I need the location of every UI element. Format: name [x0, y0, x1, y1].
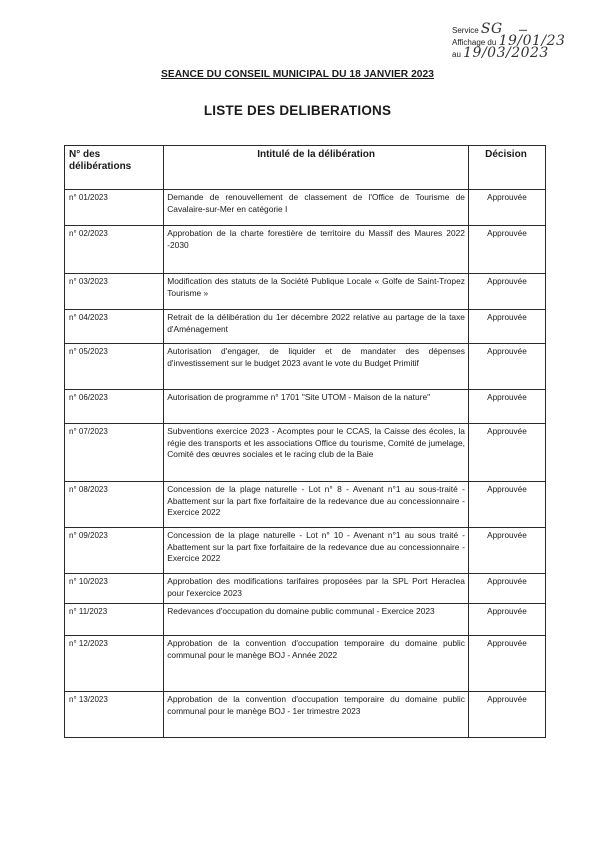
deliberation-title: Approbation de la convention d'occupation temporaire du domaine public communal pour le manège BOJ - 1er trimestre 2023	[164, 692, 469, 738]
deliberation-number: n° 08/2023	[65, 482, 164, 528]
deliberation-decision: Approuvée	[468, 424, 545, 482]
stamp-au-row	[452, 45, 590, 61]
deliberation-title: Concession de la plage naturelle - Lot n° 10 - Avenant n°1 au sous traité - Abattement sur la part fixe forfaitaire de la redevance due au concessionnaire - Exercice 2022	[164, 528, 469, 574]
table-row	[65, 424, 546, 482]
deliberation-decision: Approuvée	[468, 190, 545, 226]
deliberation-decision: Approuvée	[468, 636, 545, 692]
table-row	[65, 274, 546, 310]
display-stamp	[452, 21, 590, 61]
deliberation-decision: Approuvée	[468, 344, 545, 390]
page-subtitle: LISTE DES DELIBERATIONS	[203, 103, 392, 118]
deliberation-number: n° 11/2023	[65, 604, 164, 636]
deliberation-title: Redevances d'occupation du domaine public communal - Exercice 2023	[164, 604, 469, 636]
page-title: SEANCE DU CONSEIL MUNICIPAL DU 18 JANVIER 2023	[161, 69, 434, 80]
table-header-row	[65, 146, 546, 190]
table-row	[65, 636, 546, 692]
deliberation-number: n° 09/2023	[65, 528, 164, 574]
stamp-affichage-date: 19/01/23	[498, 33, 566, 49]
deliberation-title: Subventions exercice 2023 - Acomptes pour le CCAS, la Caisse des écoles, la régie des transports et les associations Office du tourisme, Comité de jumelage, Comité des œuvres sociales et le racing club de la Baie	[164, 424, 469, 482]
table-row	[65, 344, 546, 390]
table-row	[65, 226, 546, 274]
table-row	[65, 190, 546, 226]
stamp-au-date: 19/03/2023	[463, 45, 549, 61]
stamp-service-label: Service	[452, 26, 479, 35]
deliberation-decision: Approuvée	[468, 310, 545, 344]
deliberation-decision: Approuvée	[468, 574, 545, 604]
deliberation-title: Autorisation de programme n° 1701 "Site UTOM - Maison de la nature"	[164, 390, 469, 424]
deliberation-number: n° 06/2023	[65, 390, 164, 424]
table-row	[65, 390, 546, 424]
deliberation-decision: Approuvée	[468, 692, 545, 738]
deliberation-number: n° 12/2023	[65, 636, 164, 692]
deliberation-title: Autorisation d'engager, de liquider et de mandater des dépenses d'investissement sur le budget 2023 avant le vote du Budget Primitif	[164, 344, 469, 390]
deliberation-number: n° 07/2023	[65, 424, 164, 482]
stamp-affichage-label: Affichage du	[452, 38, 497, 47]
stamp-fine-print: ▬▬	[518, 27, 527, 32]
deliberation-title: Approbation de la charte forestière de territoire du Massif des Maures 2022 -2030	[164, 226, 469, 274]
deliberation-decision: Approuvée	[468, 482, 545, 528]
deliberation-number: n° 10/2023	[65, 574, 164, 604]
column-header-title: Intitulé de la délibération	[164, 146, 469, 190]
stamp-service-handwritten: SG	[480, 21, 503, 37]
column-header-decision: Décision	[468, 146, 545, 190]
deliberation-number: n° 04/2023	[65, 310, 164, 344]
deliberation-number: n° 02/2023	[65, 226, 164, 274]
deliberation-decision: Approuvée	[468, 604, 545, 636]
deliberation-title: Modification des statuts de la Société Publique Locale « Golfe de Saint-Tropez Tourisme »	[164, 274, 469, 310]
deliberation-title: Retrait de la délibération du 1er décembre 2022 relative au partage de la taxe d'Aménagement	[164, 310, 469, 344]
table-row	[65, 604, 546, 636]
stamp-au-label: au	[452, 50, 461, 59]
deliberation-number: n° 05/2023	[65, 344, 164, 390]
deliberation-title: Approbation de la convention d'occupation temporaire du domaine public communal pour le manège BOJ - Année 2022	[164, 636, 469, 692]
table-row	[65, 482, 546, 528]
table-row	[65, 574, 546, 604]
deliberations-table	[64, 145, 546, 738]
deliberation-number: n° 13/2023	[65, 692, 164, 738]
deliberation-title: Demande de renouvellement de classement de l'Office de Tourisme de Cavalaire-sur-Mer en catégorie I	[164, 190, 469, 226]
deliberation-number: n° 01/2023	[65, 190, 164, 226]
deliberation-decision: Approuvée	[468, 390, 545, 424]
table-row	[65, 310, 546, 344]
deliberation-title: Approbation des modifications tarifaires proposées par la SPL Port Heraclea pour l'exercice 2023	[164, 574, 469, 604]
deliberation-decision: Approuvée	[468, 274, 545, 310]
table-row	[65, 528, 546, 574]
deliberation-decision: Approuvée	[468, 528, 545, 574]
deliberation-number: n° 03/2023	[65, 274, 164, 310]
column-header-number: N° des délibérations	[65, 146, 164, 190]
deliberation-title: Concession de la plage naturelle - Lot n° 8 - Avenant n°1 au sous-traité - Abattement sur la part fixe forfaitaire de la redevance due au concessionnaire - Exercice 2022	[164, 482, 469, 528]
deliberation-decision: Approuvée	[468, 226, 545, 274]
table-row	[65, 692, 546, 738]
